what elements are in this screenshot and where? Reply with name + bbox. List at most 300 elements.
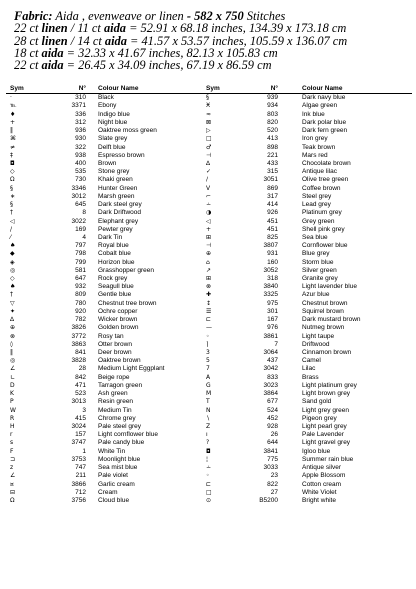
symbol-cell: P (10, 398, 14, 406)
colour-name-cell: Azur blue (302, 291, 330, 299)
number-cell: 437 (267, 357, 278, 365)
table-row (6, 439, 208, 447)
table-row (6, 431, 208, 439)
colour-name-cell: Pigeon grey (302, 414, 337, 422)
symbol-cell: ↕ (206, 299, 212, 307)
number-cell: 938 (75, 151, 86, 159)
table-row (6, 448, 208, 456)
colour-name-cell: Dark polar blue (302, 118, 347, 126)
number-cell: 471 (75, 381, 86, 389)
colour-name-cell: Dark mustard brown (302, 316, 361, 324)
number-cell: 3 (82, 406, 86, 414)
symbol-cell: ∖ (206, 414, 210, 422)
table-row (6, 234, 208, 242)
number-cell: 939 (267, 94, 278, 102)
table-row (204, 497, 412, 505)
table-row (6, 226, 208, 234)
number-cell: 809 (75, 291, 86, 299)
symbol-cell: + (10, 118, 16, 126)
colour-name-cell: Dark steel grey (98, 201, 142, 209)
number-cell: 934 (267, 102, 278, 110)
symbol-cell: ⊠ (206, 118, 212, 126)
table-row (204, 464, 412, 472)
number-cell: 413 (267, 135, 278, 143)
symbol-cell: z (10, 464, 14, 472)
table-row (6, 398, 208, 406)
symbol-cell: ◇ (10, 275, 15, 283)
number-cell: 936 (75, 127, 86, 135)
symbol-cell: ✦ (10, 307, 16, 315)
symbol-cell: ∠ (10, 472, 16, 480)
fabric-name: aida (104, 33, 127, 48)
colour-name-cell: Slate grey (98, 135, 128, 143)
number-cell: 3051 (263, 176, 278, 184)
symbol-cell: ∸ (206, 464, 212, 472)
colour-name-cell: Light cornflower blue (98, 431, 158, 439)
symbol-cell: † (10, 209, 13, 217)
colour-name-cell: Cream (98, 488, 118, 496)
symbol-cell: ◑ (206, 209, 212, 217)
number-cell: 169 (75, 225, 86, 233)
colour-name-cell: Antique lilac (302, 168, 338, 176)
number-cell: 301 (267, 307, 278, 315)
number-cell: 645 (75, 201, 86, 209)
table-row (204, 382, 412, 390)
symbol-cell: ◎ (10, 357, 16, 365)
symbol-cell: ⊞ (206, 275, 212, 283)
symbol-cell: ◎ (10, 266, 16, 274)
colour-name-cell: Pale violet (98, 472, 128, 480)
colour-name-cell: Dark navy blue (302, 94, 346, 102)
table-row (204, 275, 412, 283)
table-row (6, 275, 208, 283)
table-row (6, 94, 208, 102)
table-row (6, 209, 208, 217)
symbol-cell: T (206, 398, 210, 406)
symbol-cell: ◦ (206, 332, 210, 340)
count-text: 28 ct (14, 33, 42, 48)
dimension-text: = 26.45 x 34.09 inches, 67.19 x 86.59 cm (63, 58, 272, 73)
symbol-cell: V (206, 184, 211, 192)
number-cell: 799 (75, 258, 86, 266)
colour-name-cell: Rock grey (98, 275, 128, 283)
colour-name-cell: Lilac (302, 365, 316, 373)
table-row (204, 218, 412, 226)
number-cell: 833 (267, 373, 278, 381)
symbol-cell: ⊏ (206, 480, 212, 488)
colour-name-cell: Steel grey (302, 192, 332, 200)
number-cell: 523 (75, 390, 86, 398)
table-row (204, 168, 412, 176)
colour-name-cell: Nutmeg brown (302, 324, 345, 332)
colour-name-cell: Seagull blue (98, 283, 134, 291)
dimension-text: = 32.33 x 41.67 inches, 82.13 x 105.83 cm (63, 45, 278, 60)
colour-name-cell: Squirrel brown (302, 307, 344, 315)
colour-name-cell: White Tin (98, 447, 126, 455)
table-row (204, 341, 412, 349)
number-cell: 712 (75, 488, 86, 496)
colour-name-cell: Resin green (98, 398, 134, 406)
number-cell: 797 (75, 242, 86, 250)
symbol-cell: r (10, 431, 13, 439)
symbol-cell: ◈ (10, 258, 15, 266)
number-cell: 730 (75, 176, 86, 184)
number-cell: 336 (75, 110, 86, 118)
colour-name-cell: Ash green (98, 390, 128, 398)
number-cell: 3753 (71, 455, 86, 463)
symbol-cell: M (206, 390, 212, 398)
symbol-cell: ◘ (10, 159, 15, 167)
symbol-cell: ⊣ (206, 151, 212, 159)
number-cell: 3841 (263, 447, 278, 455)
symbol-cell: ⊏ (206, 316, 212, 324)
table-row (204, 316, 412, 324)
colour-name-cell: Brass (302, 373, 319, 381)
number-cell: 1 (82, 447, 86, 455)
table-row (6, 267, 208, 275)
symbol-cell: ¤ (10, 480, 14, 488)
number-cell: 451 (267, 217, 278, 225)
symbol-cell: A (206, 373, 211, 381)
table-row (204, 390, 412, 398)
number-cell: 644 (267, 439, 278, 447)
number-cell: 157 (75, 431, 86, 439)
colour-name-cell: Platinum grey (302, 209, 342, 217)
symbol-cell: F (10, 447, 14, 455)
table-row (204, 489, 412, 497)
colour-table-right (204, 85, 412, 505)
colour-name-cell: Golden brown (98, 324, 139, 332)
table-row (6, 127, 208, 135)
table-row (204, 308, 412, 316)
table-row (204, 349, 412, 357)
symbol-cell: ⌉ (206, 340, 209, 348)
colour-name-cell: Rosy tan (98, 332, 124, 340)
symbol-cell: ◊ (10, 340, 13, 348)
colour-name-cell: Silver green (302, 266, 337, 274)
fabric-name: aida (41, 58, 64, 73)
colour-name-cell: Olive tree green (302, 176, 349, 184)
colour-name-cell: Coffee brown (302, 184, 341, 192)
symbol-cell: ⊗ (10, 332, 16, 340)
table-row (204, 481, 412, 489)
colour-name-cell: Dark Driftwood (98, 209, 141, 217)
colour-name-cell: Beige rope (98, 373, 130, 381)
symbol-cell: ↗ (206, 266, 212, 274)
count-text: / 14 ct (67, 33, 105, 48)
number-cell: 3866 (71, 480, 86, 488)
symbol-cell: □ (206, 135, 212, 143)
colour-name-cell: Algae green (302, 102, 338, 110)
number-cell: 3022 (71, 217, 86, 225)
number-header: N° (270, 85, 278, 92)
colour-name-cell: Cobalt blue (98, 250, 131, 258)
table-row (204, 267, 412, 275)
sym-header: Sym (10, 85, 24, 92)
colour-name-cell: Grey green (302, 217, 335, 225)
colour-name-cell: Tarragon green (98, 381, 143, 389)
number-cell: 930 (75, 135, 86, 143)
colour-name-header: Colour Name (302, 85, 343, 92)
colour-name-cell: Sand gold (302, 398, 332, 406)
number-cell: 782 (75, 316, 86, 324)
symbol-cell: ∠ (10, 365, 16, 373)
symbol-cell: G (206, 381, 211, 389)
number-cell: 3325 (263, 291, 278, 299)
number-cell: 27 (270, 488, 278, 496)
symbol-cell: ≈ (206, 110, 212, 118)
symbol-cell: 5 (206, 357, 210, 365)
size-line-22-aida (14, 59, 409, 71)
colour-name-cell: Cornflower blue (302, 242, 348, 250)
number-cell: 211 (75, 472, 86, 480)
table-row (204, 152, 412, 160)
colour-name-cell: Oaktree moss green (98, 127, 157, 135)
symbol-cell: ◇ (10, 168, 15, 176)
table-row (6, 152, 208, 160)
number-cell: 822 (267, 480, 278, 488)
number-cell: 975 (267, 299, 278, 307)
symbol-cell: † (10, 291, 13, 299)
symbol-cell: ♦ (10, 110, 16, 118)
number-cell: 8 (82, 209, 86, 217)
colour-name-cell: Chocolate brown (302, 159, 351, 167)
table-row (6, 185, 208, 193)
symbol-cell: ⌂ (206, 258, 210, 266)
table-row (204, 160, 412, 168)
colour-name-cell: Antique silver (302, 464, 342, 472)
table-row (6, 390, 208, 398)
colour-name-cell: Espresso brown (98, 151, 145, 159)
table-row (204, 135, 412, 143)
table-row (6, 481, 208, 489)
number-cell: B5200 (259, 496, 278, 504)
table-row (204, 300, 412, 308)
number-cell: 433 (267, 159, 278, 167)
table-row (204, 144, 412, 152)
colour-name-cell: White Violet (302, 488, 337, 496)
number-cell: 803 (267, 110, 278, 118)
colour-name-cell: Driftwood (302, 340, 330, 348)
colour-name-cell: Otter brown (98, 340, 132, 348)
table-row (6, 423, 208, 431)
colour-name-cell: Brown (98, 159, 117, 167)
number-cell: 414 (267, 201, 278, 209)
table-row (6, 349, 208, 357)
table-row (204, 283, 412, 291)
table-row (204, 259, 412, 267)
symbol-cell: § (10, 184, 13, 192)
table-row (6, 357, 208, 365)
symbol-cell: ⊞ (206, 233, 212, 241)
symbol-cell: ‖ (10, 349, 13, 356)
table-row (6, 365, 208, 373)
colour-name-cell: Ink blue (302, 110, 325, 118)
colour-name-cell: Oaktree brown (98, 357, 141, 365)
table-row (204, 431, 412, 439)
number-cell: 3042 (263, 365, 278, 373)
symbol-cell: ∗ (10, 192, 16, 200)
fabric-text: Aida , evenweave or linen (52, 9, 187, 23)
symbol-cell: ı (206, 431, 208, 439)
sym-header: Sym (206, 85, 220, 92)
symbol-cell: ∕ (206, 176, 209, 184)
colour-name-cell: Deer brown (98, 349, 132, 356)
count-text: 18 ct (14, 45, 42, 60)
symbol-cell: Ӿ (206, 102, 211, 110)
number-cell: 3863 (71, 340, 86, 348)
symbol-cell: W (10, 406, 16, 414)
colour-name-cell: Light taupe (302, 332, 335, 340)
colour-name-cell: Wicker brown (98, 316, 138, 324)
colour-name-cell: Light pearl grey (302, 422, 347, 430)
number-cell: 322 (75, 143, 86, 151)
number-cell: 28 (78, 365, 86, 373)
number-cell: 3756 (71, 496, 86, 504)
colour-name-cell: Garlic cream (98, 480, 135, 488)
table-row (6, 407, 208, 415)
symbol-cell: D (10, 381, 15, 389)
colour-name-cell: Apple Blossom (302, 472, 346, 480)
number-cell: 3013 (71, 398, 86, 406)
colour-name-cell: Pale Lavender (302, 431, 344, 439)
table-row (204, 324, 412, 332)
table-row (204, 193, 412, 201)
number-cell: 842 (75, 373, 86, 381)
count-text: 22 ct (14, 58, 42, 73)
colour-name-cell: Cloud blue (98, 496, 130, 504)
number-cell: 312 (75, 118, 86, 126)
symbol-cell: ◆ (10, 250, 15, 258)
symbol-cell: ♠ (10, 242, 16, 250)
symbol-cell: Z (206, 422, 211, 430)
colour-name-cell: Blue grey (302, 250, 330, 258)
symbol-cell: — (206, 324, 212, 332)
symbol-cell: N (206, 406, 211, 414)
colour-name-cell: Igloo blue (302, 447, 331, 455)
symbol-cell: ✓ (206, 168, 212, 176)
table-row (6, 242, 208, 250)
table-row (6, 316, 208, 324)
number-cell: 520 (267, 127, 278, 135)
stitch-size: - 582 x 750 (186, 9, 244, 23)
number-cell: 318 (267, 275, 278, 283)
table-row (204, 365, 412, 373)
number-cell: 451 (267, 225, 278, 233)
symbol-cell: ⌘ (10, 135, 16, 143)
number-cell: 3023 (263, 381, 278, 389)
number-cell: 3346 (71, 184, 86, 192)
number-cell: 780 (75, 299, 86, 307)
symbol-cell: ⊐ (10, 455, 16, 463)
number-cell: 926 (267, 209, 278, 217)
table-row (204, 456, 412, 464)
stitch-suffix: Stitches (243, 9, 286, 23)
number-cell: 3828 (71, 357, 86, 365)
symbol-cell: ◁ (206, 217, 211, 225)
number-cell: 581 (75, 266, 86, 274)
number-cell: 3064 (263, 349, 278, 356)
table-row (204, 201, 412, 209)
table-row (6, 218, 208, 226)
table-row (6, 193, 208, 201)
table-row (204, 94, 412, 102)
number-cell: 400 (75, 159, 86, 167)
number-cell: 415 (75, 414, 86, 422)
colour-name-cell: Pale steel grey (98, 422, 141, 430)
colour-name-cell: Camel (302, 357, 321, 365)
table-row (204, 176, 412, 184)
colour-name-cell: Chrome grey (98, 414, 136, 422)
colour-name-cell: Sea mist blue (98, 464, 138, 472)
table-row (6, 324, 208, 332)
colour-name-cell: Gentle blue (98, 291, 132, 299)
symbol-cell: ‡ (10, 151, 13, 159)
number-cell: 798 (75, 250, 86, 258)
table-row (204, 291, 412, 299)
symbol-cell: ♂ (206, 143, 212, 151)
dimension-text: = 41.57 x 53.57 inches, 105.59 x 136.07 cm (126, 33, 348, 48)
colour-name-cell: Light lavender blue (302, 283, 357, 291)
symbol-cell: ∆ (10, 316, 15, 324)
table-row (6, 464, 208, 472)
colour-name-cell: Stone grey (98, 168, 130, 176)
symbol-cell: K (10, 390, 14, 398)
table-row (6, 497, 208, 505)
table-row (6, 333, 208, 341)
number-cell: 3840 (263, 283, 278, 291)
number-cell: 4 (82, 233, 86, 241)
table-row (6, 308, 208, 316)
colour-name-cell: Bright white (302, 496, 336, 504)
table-row (204, 250, 412, 258)
symbol-cell: H (10, 422, 15, 430)
colour-name-cell: Cinnamon brown (302, 349, 352, 356)
number-cell: 3371 (71, 102, 86, 110)
colour-name-cell: Cotton cream (302, 480, 342, 488)
table-row (6, 300, 208, 308)
colour-name-cell: Black (98, 94, 114, 102)
table-row (6, 144, 208, 152)
table-row (6, 119, 208, 127)
number-cell: 23 (270, 472, 278, 480)
fabric-name: linen (41, 33, 68, 48)
colour-name-cell: Mars red (302, 151, 328, 159)
colour-name-cell: Light brown grey (302, 390, 351, 398)
symbol-cell: ▽ (10, 299, 15, 307)
symbol-cell: Ω (10, 496, 15, 504)
table-header (204, 85, 412, 94)
number-cell: 825 (267, 233, 278, 241)
colour-name-cell: Light gravel grey (302, 439, 351, 447)
number-cell: 820 (267, 118, 278, 126)
colour-name-cell: Sea blue (302, 233, 328, 241)
table-row (6, 341, 208, 349)
number-cell: 3024 (71, 422, 86, 430)
colour-name-header: Colour Name (98, 85, 139, 92)
number-cell: 26 (270, 431, 278, 439)
symbol-cell: / (10, 225, 13, 233)
number-cell: 976 (267, 324, 278, 332)
colour-name-cell: Horizon blue (98, 258, 135, 266)
colour-name-cell: Light grey green (302, 406, 349, 414)
table-row (6, 176, 208, 184)
symbol-cell: ✚ (206, 291, 212, 299)
number-cell: 898 (267, 143, 278, 151)
symbol-cell: ◘ (206, 447, 211, 455)
fabric-name: aida (41, 45, 64, 60)
table-row (6, 168, 208, 176)
